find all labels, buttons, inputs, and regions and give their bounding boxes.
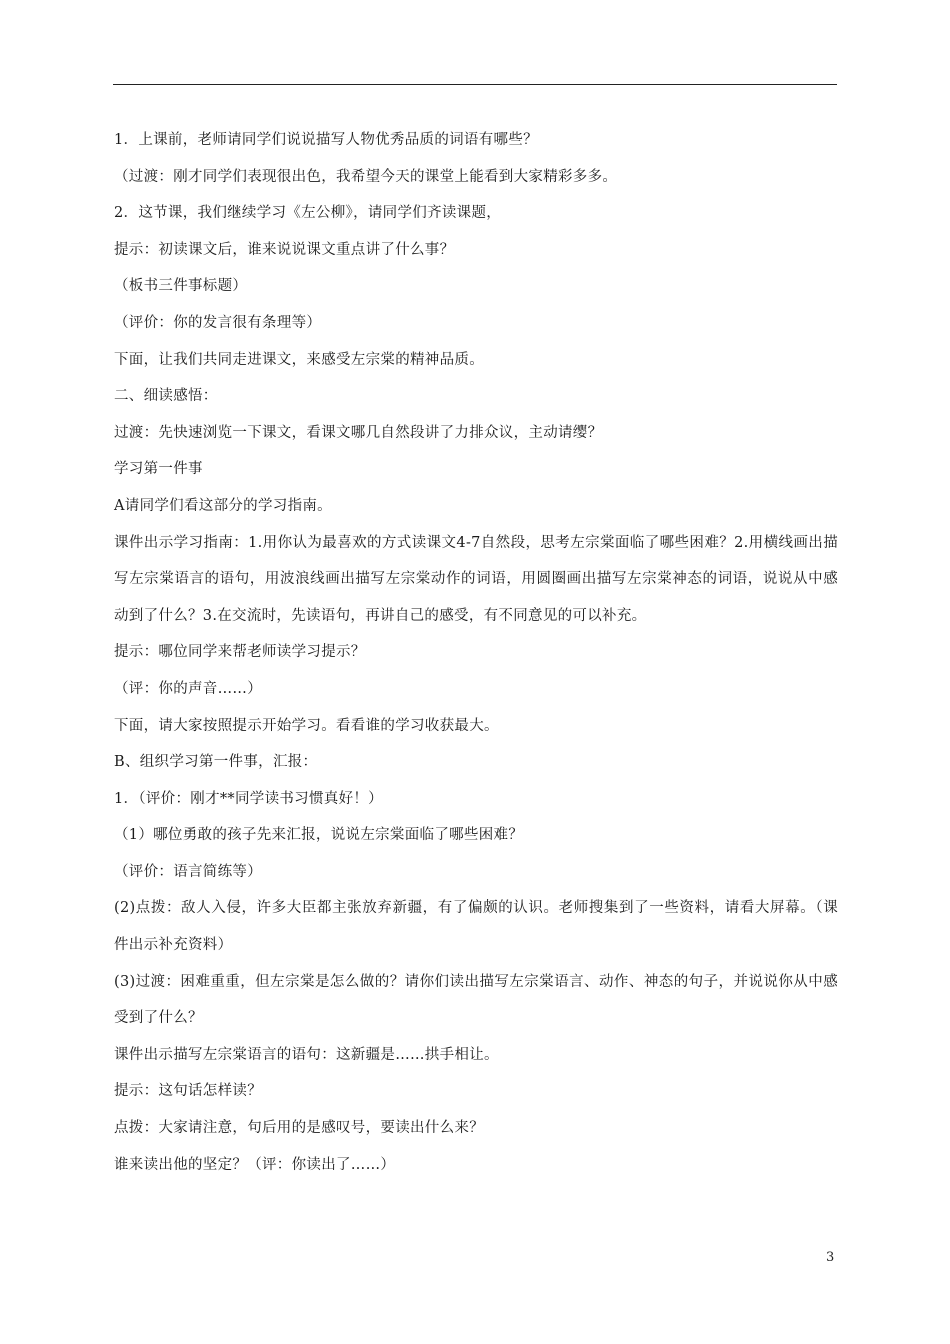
text-line: 提示：哪位同学来帮老师读学习提示？: [114, 644, 366, 661]
text-line: A请同学们看这部分的学习指南。: [114, 497, 332, 514]
paragraph: (2)点拨：敌人入侵，许多大臣都主张放弃新疆，有了偏颇的认识。老师搜集到了一些资料，请看大屏幕。（课件出示补充资料）: [114, 900, 838, 954]
text-line: 2．这节课，我们继续学习《左公柳》，请同学们齐读课题，: [114, 205, 502, 222]
text-line: 提示：初读课文后，谁来说说课文重点讲了什么事？: [114, 241, 455, 258]
text-line: 1．（评价：刚才**同学读书习惯真好！）: [114, 790, 383, 807]
text-line: （过渡：刚才同学们表现很出色，我希望今天的课堂上能看到大家精彩多多。: [114, 168, 618, 185]
text-line: （评：你的声音……）: [114, 680, 262, 697]
header-rule: [113, 84, 837, 85]
text-line: 谁来读出他的坚定？（评：你读出了……）: [114, 1156, 396, 1173]
text-line: B、组织学习第一件事，汇报：: [114, 754, 318, 771]
text-line: （评价：语言简练等）: [114, 863, 262, 880]
text-line: （1）哪位勇敢的孩子先来汇报，说说左宗棠面临了哪些困难？: [114, 827, 524, 844]
text-line: 1．上课前，老师请同学们说说描写人物优秀品质的词语有哪些？: [114, 132, 538, 148]
text-line: 下面，请大家按照提示开始学习。看看谁的学习收获最大。: [114, 717, 499, 734]
text-line: 提示：这句话怎样读？: [114, 1083, 262, 1100]
text-line: （板书三件事标题）: [114, 278, 248, 295]
text-line: 过渡：先快速浏览一下课文，看课文哪几自然段讲了力排众议，主动请缨？: [114, 424, 603, 441]
text-line: （评价：你的发言很有条理等）: [114, 314, 322, 331]
document-body: [114, 122, 838, 1183]
paragraph: (3)过渡：困难重重，但左宗棠是怎么做的？请你们读出描写左宗棠语言、动作、神态的句子，并说说你从中感受到了什么？: [114, 973, 838, 1027]
text-line: 点拨：大家请注意，句后用的是感叹号，要读出什么来？: [114, 1120, 484, 1137]
section-heading: 二、细读感悟：: [114, 388, 218, 405]
page-number: 3: [826, 1250, 835, 1265]
subsection-heading: 学习第一件事: [114, 461, 203, 478]
text-line: 下面，让我们共同走进课文，来感受左宗棠的精神品质。: [114, 351, 484, 368]
study-guide-paragraph: 课件出示学习指南：1.用你认为最喜欢的方式读课文4-7自然段，思考左宗棠面临了哪些困难？2.用横线画出描写左宗棠语言的语句，用波浪线画出描写左宗棠动作的词语，用圆圈画出描写左宗棠神态的词语，说说从中感动到了什么？3.在交流时，先读语句，再讲自己的感受，有不同意见的可以补充。: [114, 534, 838, 624]
text-line: 课件出示描写左宗棠语言的语句：这新疆是……拱手相让。: [114, 1046, 499, 1063]
